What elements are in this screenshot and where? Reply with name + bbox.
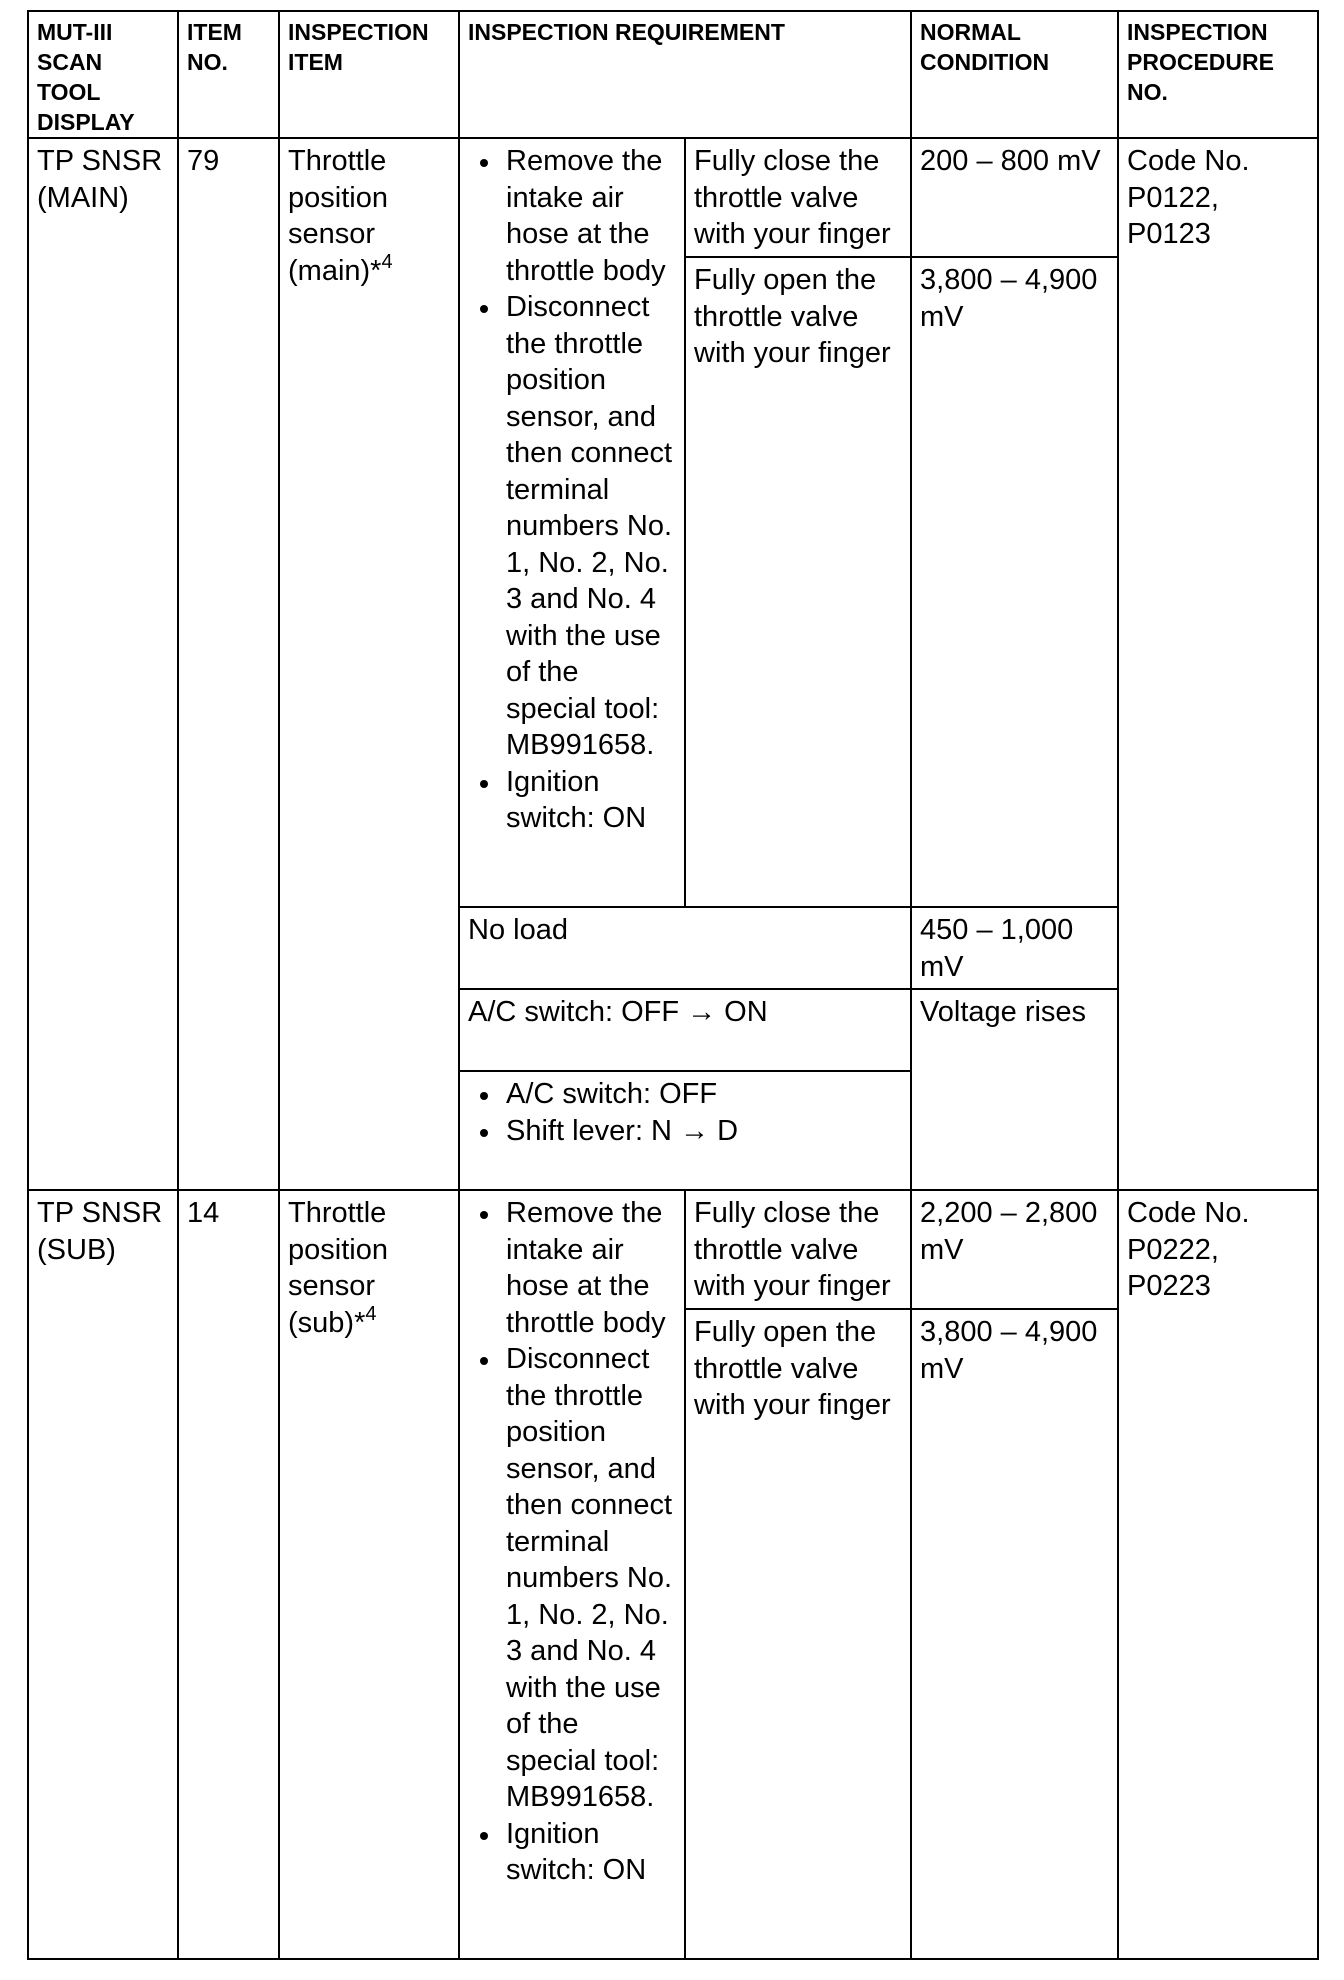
display-cell: TP SNSR (MAIN) — [28, 138, 178, 1190]
header-inspection-item: INSPECTION ITEM — [279, 11, 459, 138]
header-row — [28, 11, 1318, 138]
header-normal-condition: NORMAL CONDITION — [911, 11, 1118, 138]
sub-condition-cell: Fully close the throttle valve with your finger — [685, 138, 911, 257]
extra-condition-cell: A/C switch: OFF → ON — [459, 989, 911, 1071]
extra-condition-list — [468, 1076, 902, 1149]
inspection-table — [27, 10, 1319, 1960]
item-no-cell: 14 — [178, 1190, 279, 1959]
normal-value-cell: 3,800 – 4,900 mV — [911, 1309, 1118, 1959]
item-no-cell: 79 — [178, 138, 279, 1190]
list-item: Shift lever: N → D — [468, 1113, 902, 1150]
list-item: Remove the intake air hose at the throttle body — [468, 143, 676, 289]
list-item: Ignition switch: ON — [468, 1816, 676, 1889]
list-item: Disconnect the throttle position sensor, and then connect terminal numbers No. 1, No. 2, No. 3 and No. 4 with the use of the special tool: MB991658. — [468, 289, 676, 764]
inspection-item-text: Throttle position sensor (main)* — [288, 145, 388, 287]
list-item: Disconnect the throttle position sensor, and then connect terminal numbers No. 1, No. 2, No. 3 and No. 4 with the use of the special tool: MB991658. — [468, 1341, 676, 1816]
sub-condition-cell: Fully open the throttle valve with your finger — [685, 257, 911, 907]
footnote-mark: 4 — [365, 1302, 377, 1325]
header-procedure-no: INSPECTION PROCEDURE NO. — [1118, 11, 1318, 138]
inspection-item-text: Throttle position sensor (sub)* — [288, 1197, 388, 1339]
header-item-no: ITEM NO. — [178, 11, 279, 138]
list-item: Ignition switch: ON — [468, 764, 676, 837]
sub-condition-cell: Fully close the throttle valve with your finger — [685, 1190, 911, 1309]
normal-value-cell: Voltage rises — [911, 989, 1118, 1190]
list-item: Remove the intake air hose at the throttle body — [468, 1195, 676, 1341]
table-row — [28, 1190, 1318, 1309]
table-row — [28, 138, 1318, 257]
extra-bullets-cell — [459, 1071, 911, 1190]
requirement-bullets-cell — [459, 1190, 685, 1959]
requirement-list — [468, 1195, 676, 1889]
list-item: A/C switch: OFF — [468, 1076, 902, 1113]
requirement-bullets-cell — [459, 138, 685, 907]
footnote-mark: 4 — [381, 250, 393, 273]
inspection-item-cell — [279, 138, 459, 1190]
normal-value-cell: 3,800 – 4,900 mV — [911, 257, 1118, 907]
header-display: MUT-III SCAN TOOL DISPLAY — [28, 11, 178, 138]
procedure-no-cell: Code No. P0222, P0223 — [1118, 1190, 1318, 1959]
normal-value-cell: 450 – 1,000 mV — [911, 907, 1118, 989]
normal-value-cell: 200 – 800 mV — [911, 138, 1118, 257]
header-requirement: INSPECTION REQUIREMENT — [459, 11, 911, 138]
sub-condition-cell: Fully open the throttle valve with your finger — [685, 1309, 911, 1959]
inspection-item-cell — [279, 1190, 459, 1959]
extra-condition-cell: No load — [459, 907, 911, 989]
requirement-list — [468, 143, 676, 837]
normal-value-cell: 2,200 – 2,800 mV — [911, 1190, 1118, 1309]
display-cell: TP SNSR (SUB) — [28, 1190, 178, 1959]
procedure-no-cell: Code No. P0122, P0123 — [1118, 138, 1318, 1190]
